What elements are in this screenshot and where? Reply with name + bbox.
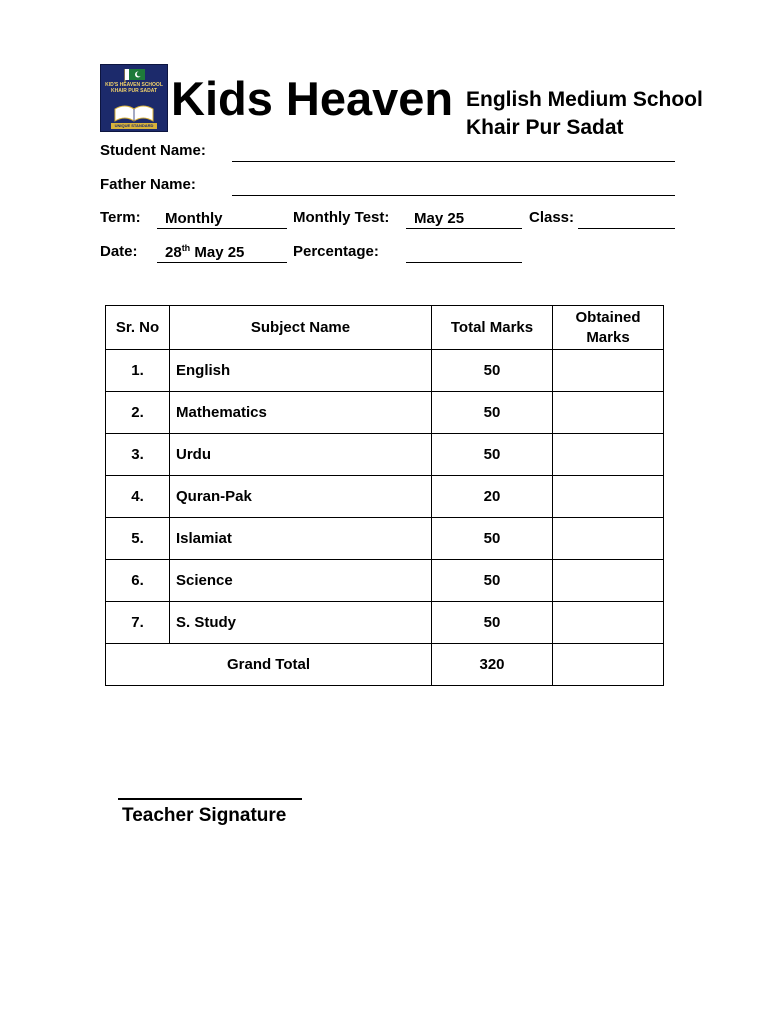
table-row: [106, 560, 664, 602]
table-row: [106, 392, 664, 434]
table-row: [106, 518, 664, 560]
marks-table: [105, 305, 664, 686]
cell-subject: Science: [170, 560, 432, 602]
term-field[interactable]: Monthly: [157, 209, 287, 229]
cell-total: 50: [432, 434, 553, 476]
term-label: Term:: [100, 209, 141, 226]
date-field[interactable]: [157, 243, 287, 263]
subtitle-line-2: Khair Pur Sadat: [466, 116, 624, 139]
cell-sr: 5.: [106, 518, 170, 560]
cell-total: 50: [432, 392, 553, 434]
date-suffix: th: [181, 243, 191, 253]
cell-sr: 1.: [106, 350, 170, 392]
header-obtained-marks: Obtained Marks: [553, 306, 664, 350]
teacher-signature-label: Teacher Signature: [122, 805, 287, 826]
header-sr-no: Sr. No: [106, 306, 170, 350]
school-name: Kids Heaven: [171, 72, 454, 125]
grand-total-row: [106, 644, 664, 686]
table-row: [106, 350, 664, 392]
cell-obtained[interactable]: [553, 602, 664, 644]
header-subject-name: Subject Name: [170, 306, 432, 350]
school-crest-icon: [101, 65, 167, 131]
date-rest: May 25: [190, 244, 245, 261]
table-row: [106, 602, 664, 644]
signature-line[interactable]: [118, 798, 302, 800]
logo-text: KID'S HEAVEN SCHOOL KHAIR PUR SADAT: [105, 82, 163, 94]
monthly-test-field[interactable]: May 25: [406, 209, 522, 229]
cell-obtained[interactable]: [553, 392, 664, 434]
date-label: Date:: [100, 243, 138, 260]
cell-subject: Mathematics: [170, 392, 432, 434]
date-day: 28: [165, 244, 182, 261]
cell-subject: Quran-Pak: [170, 476, 432, 518]
school-logo: [100, 64, 168, 132]
class-field[interactable]: [578, 209, 675, 229]
cell-subject: S. Study: [170, 602, 432, 644]
grand-total-value: 320: [432, 644, 553, 686]
table-row: [106, 476, 664, 518]
header-total-marks: Total Marks: [432, 306, 553, 350]
cell-total: 50: [432, 350, 553, 392]
cell-obtained[interactable]: [553, 476, 664, 518]
cell-subject: Urdu: [170, 434, 432, 476]
subtitle-line-1: English Medium School: [466, 88, 703, 111]
percentage-label: Percentage:: [293, 243, 379, 260]
cell-sr: 7.: [106, 602, 170, 644]
cell-sr: 6.: [106, 560, 170, 602]
cell-total: 50: [432, 560, 553, 602]
student-name-label: Student Name:: [100, 142, 206, 159]
class-label: Class:: [529, 209, 575, 226]
percentage-field[interactable]: [406, 243, 522, 263]
cell-total: 50: [432, 602, 553, 644]
father-name-field[interactable]: [232, 176, 675, 196]
grand-total-label: Grand Total: [106, 644, 432, 686]
school-subtitle: [466, 86, 703, 142]
student-name-field[interactable]: [232, 142, 675, 162]
cell-sr: 4.: [106, 476, 170, 518]
cell-total: 50: [432, 518, 553, 560]
cell-obtained[interactable]: [553, 560, 664, 602]
cell-obtained[interactable]: [553, 350, 664, 392]
cell-sr: 2.: [106, 392, 170, 434]
cell-sr: 3.: [106, 434, 170, 476]
cell-subject: English: [170, 350, 432, 392]
grand-total-obtained[interactable]: [553, 644, 664, 686]
cell-subject: Islamiat: [170, 518, 432, 560]
cell-total: 20: [432, 476, 553, 518]
table-header-row: [106, 306, 664, 350]
monthly-test-label: Monthly Test:: [293, 209, 390, 226]
cell-obtained[interactable]: [553, 518, 664, 560]
cell-obtained[interactable]: [553, 434, 664, 476]
table-row: [106, 434, 664, 476]
logo-tagline: UNIQUE STANDARD: [114, 123, 154, 128]
father-name-label: Father Name:: [100, 176, 196, 193]
